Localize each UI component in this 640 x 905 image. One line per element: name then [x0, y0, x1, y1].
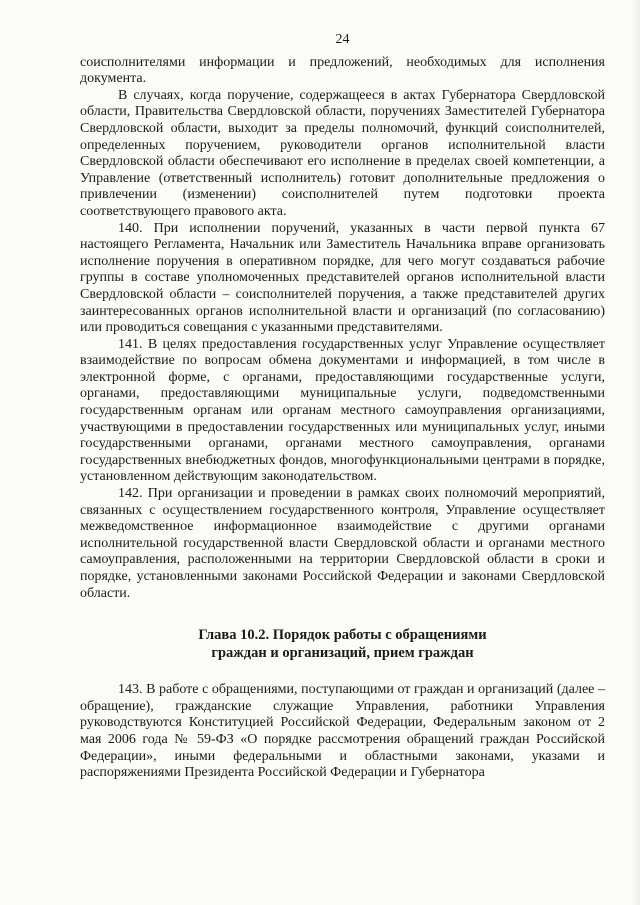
paragraph-continuation: соисполнителями информации и предложений, необходимых для исполнения документа.: [80, 54, 605, 87]
chapter-heading-line-2: граждан и организаций, прием граждан: [211, 645, 474, 662]
paragraph-141: 141. В целях предоставления государственных услуг Управление осуществляет взаимодействие по вопросам обмена документами и информацией, в том числе в электронной форме, с органами, предоставляющими государственные услуги, органами, предоставляющими муниципальные услуги, подведомственными государственным органам или органам местного самоуправления организациями, участвующими в предоставлении государственных или муниципальных услуг, иными государственными органами, органами местного самоуправления, органами государственных внебюджетных фондов, многофункциональными центрами в порядке, установленном действующим законодательством.: [80, 336, 605, 485]
chapter-heading-line-1: Глава 10.2. Порядок работы с обращениями: [198, 627, 487, 644]
chapter-heading: [80, 626, 605, 662]
document-page: [80, 32, 605, 782]
paragraph-143: 143. В работе с обращениями, поступающими от граждан и организаций (далее – обращение), гражданские служащие Управления, работники Управления руководствуются Конституцией Российской Федерации, Федеральным законом от 2 мая 2006 года № 59-ФЗ «О порядке рассмотрения обращений граждан Российской Федерации», иными федеральными и областными законами, указами и распоряжениями Президента Российской Федерации и Губернатора: [80, 682, 605, 781]
paragraph-cases: В случаях, когда поручение, содержащееся в актах Губернатора Свердловской области, Правительства Свердловской области, поручениях Заместителей Губернатора Свердловской области, выходит за пределы полномочий, функций соисполнителей, определенных поручением, руководители органов исполнительной власти Свердловской области обеспечивают его исполнение в пределах своей компетенции, а Управление (ответственный исполнитель) готовит дополнительные предложения о привлечении (изменении) соисполнителей путем подготовки проекта соответствующего правового акта.: [80, 87, 605, 219]
paragraph-140: 140. При исполнении поручений, указанных в части первой пункта 67 настоящего Регламента, Начальник или Заместитель Начальника вправе организовать исполнение поручения в оперативном порядке, для чего могут создаваться рабочие группы в составе уполномоченных представителей органов исполнительной власти Свердловской области – соисполнителей поручения, а также представителей других заинтересованных органов исполнительной власти и организаций (по согласованию) или проводиться совещания с указанными представителями.: [80, 220, 605, 336]
page-number: 24: [335, 32, 350, 47]
paragraph-142: 142. При организации и проведении в рамках своих полномочий мероприятий, связанных с осуществлением государственного контроля, Управление осуществляет межведомственное информационное взаимодействие с другими органами исполнительной государственной власти Свердловской области и органами местного самоуправления, расположенными на территории Свердловской области в сроки и порядке, установленными законами Российской Федерации и законами Свердловской области.: [80, 486, 605, 601]
scan-edge-shadow: [632, 0, 640, 905]
